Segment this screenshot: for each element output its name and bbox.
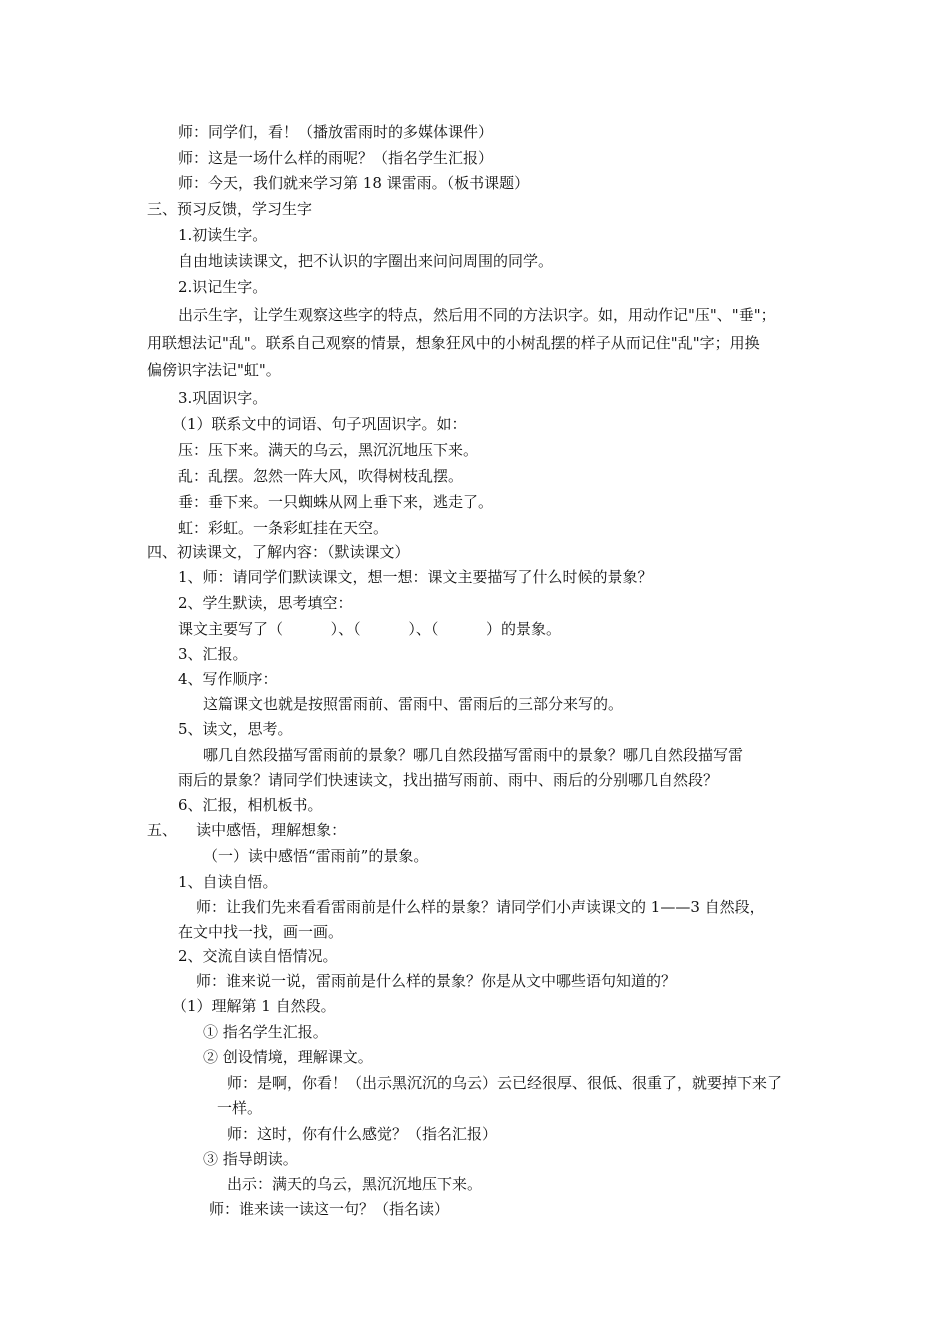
text-line: 出示生字，让学生观察这些字的特点，然后用不同的方法识字。如，用动作记"压"、"垂"； <box>178 306 776 324</box>
text-line: 雨后的景象？请同学们快速读文，找出描写雨前、雨中、雨后的分别哪几自然段？ <box>178 771 719 789</box>
text-line: 2、交流自读自悟情况。 <box>178 947 338 965</box>
text-line: 一样。 <box>217 1099 263 1117</box>
text-line: 师：同学们，看！（播放雷雨时的多媒体课件） <box>178 123 494 141</box>
text-line: 师：谁来说一说，雷雨前是什么样的景象？你是从文中哪些语句知道的？ <box>196 972 677 990</box>
text-line: 垂：垂下来。一只蜘蛛从网上垂下来，逃走了。 <box>178 493 494 511</box>
list-item: ③ 指导朗读。 <box>203 1150 298 1168</box>
text-line: 师：今天，我们就来学习第 18 课雷雨。（板书课题） <box>178 174 530 192</box>
text-line: 师：让我们先来看看雷雨前是什么样的景象？请同学们小声读课文的 1——3 自然段， <box>196 898 765 916</box>
section-heading: 五、 读中感悟，理解想象： <box>147 821 347 839</box>
text-line: （1）理解第 1 自然段。 <box>172 997 336 1015</box>
text-line: 1.初读生字。 <box>178 226 268 244</box>
text-line: 自由地读读课文，把不认识的字圈出来问问周围的同学。 <box>178 252 554 270</box>
text-line: 师：是啊，你看！（出示黑沉沉的乌云）云已经很厚、很低、很重了，就要掉下来了 <box>227 1074 783 1092</box>
list-item: ② 创设情境，理解课文。 <box>203 1048 373 1066</box>
text-line: 2.识记生字。 <box>178 278 268 296</box>
list-item: ① 指名学生汇报。 <box>203 1023 328 1041</box>
text-line: 6、汇报，相机板书。 <box>178 796 323 814</box>
text-line: 用联想法记"乱"。联系自己观察的情景，想象狂风中的小树乱摆的样子从而记住"乱"字；用换 <box>147 334 760 352</box>
text-line: 1、自读自悟。 <box>178 873 278 891</box>
text-line: （1）联系文中的词语、句子巩固识字。如： <box>172 415 467 433</box>
text-line: 出示：满天的乌云，黑沉沉地压下来。 <box>227 1175 483 1193</box>
text-line: 这篇课文也就是按照雷雨前、雷雨中、雷雨后的三部分来写的。 <box>203 695 624 713</box>
fill-in-blank-line: 课文主要写了（ ）、（ ）、（ ）的景象。 <box>178 620 562 638</box>
text-line: 师：谁来读一读这一句？（指名读） <box>209 1200 450 1218</box>
section-heading: 三、预习反馈，学习生字 <box>147 200 313 218</box>
text-line: 在文中找一找，画一画。 <box>178 923 344 941</box>
text-line: 乱：乱摆。忽然一阵大风，吹得树枝乱摆。 <box>178 467 464 485</box>
text-line: 1、师：请同学们默读课文，想一想：课文主要描写了什么时候的景象？ <box>178 568 653 586</box>
text-line: 偏傍识字法记"虹"。 <box>147 361 281 379</box>
text-line: 3、汇报。 <box>178 645 248 663</box>
text-line: 师：这时，你有什么感觉？（指名汇报） <box>227 1125 498 1143</box>
text-line: 4、写作顺序： <box>178 670 278 688</box>
text-line: 虹：彩虹。一条彩虹挂在天空。 <box>178 519 389 537</box>
text-line: 2、学生默读，思考填空： <box>178 594 353 612</box>
text-line: 压：压下来。满天的乌云，黑沉沉地压下来。 <box>178 441 479 459</box>
text-line: 5、读文，思考。 <box>178 720 293 738</box>
text-line: 哪几自然段描写雷雨前的景象？哪几自然段描写雷雨中的景象？哪几自然段描写雷 <box>203 746 744 764</box>
section-heading: 四、初读课文，了解内容：（默读课文） <box>147 543 410 561</box>
text-line: 师：这是一场什么样的雨呢？（指名学生汇报） <box>178 149 494 167</box>
text-line: 3.巩固识字。 <box>178 389 268 407</box>
subsection-heading: （一）读中感悟“雷雨前”的景象。 <box>203 847 429 865</box>
